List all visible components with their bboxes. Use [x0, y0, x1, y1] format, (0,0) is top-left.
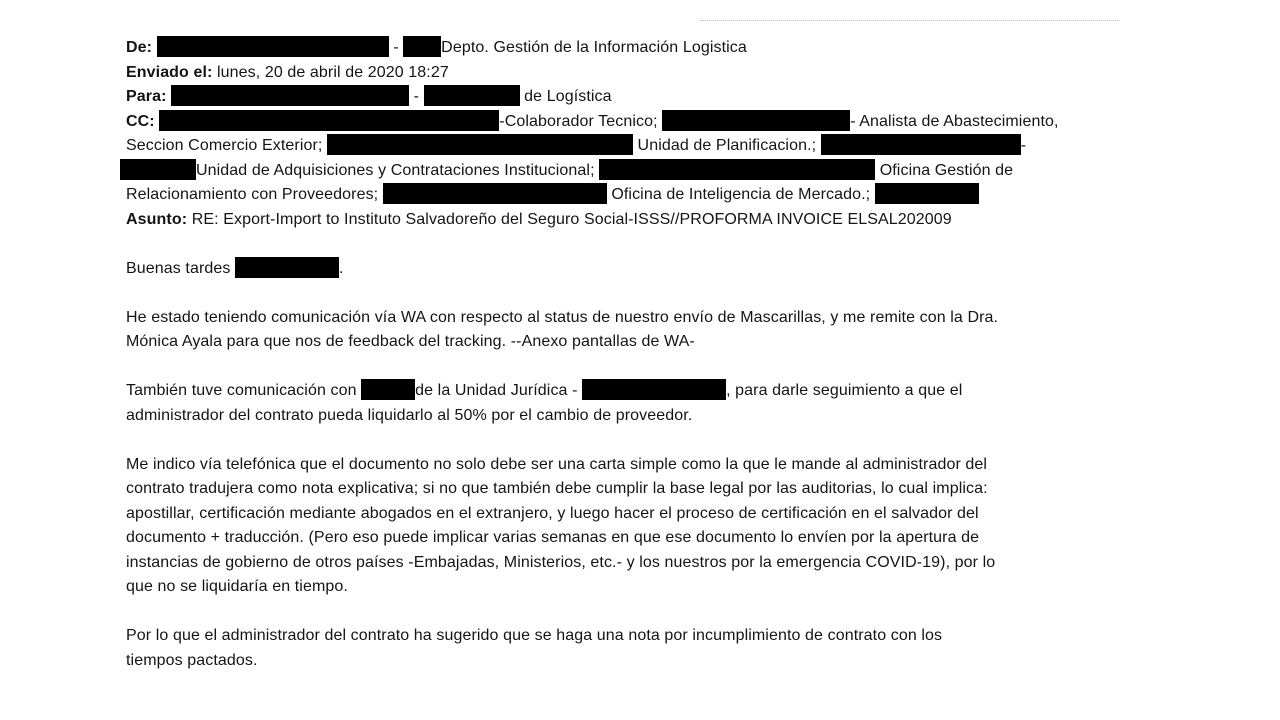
paragraph-line: Me indico vía telefónica que el documento no solo debe ser una carta simple como la que le mande al administrador del	[126, 455, 988, 473]
cc-text: - Analista de Abastecimiento,	[850, 112, 1059, 130]
redaction	[599, 159, 875, 180]
cc-text: Oficina de Inteligencia de Mercado.;	[611, 186, 871, 203]
cc-text: Unidad de Adquisiciones y Contrataciones Institucional;	[196, 161, 595, 179]
cc-text: Relacionamiento con Proveedores;	[126, 186, 379, 203]
sent-line	[126, 61, 1116, 86]
greeting	[126, 257, 1116, 282]
redaction	[361, 379, 415, 400]
paragraph-text: También tuve comunicación con	[126, 382, 357, 399]
subject-line	[126, 208, 1116, 233]
paragraph-1	[126, 306, 1116, 355]
paragraph-line: He estado teniendo comunicación vía WA con respecto al status de nuestro envío de Mascarillas, y me remite con la Dra.	[126, 308, 999, 326]
redaction	[171, 85, 409, 106]
cc-line	[126, 110, 1116, 135]
email-document	[126, 36, 1116, 673]
to-sep: -	[413, 88, 420, 105]
redaction	[120, 159, 196, 180]
sent-value: lunes, 20 de abril de 2020 18:27	[217, 63, 449, 81]
cc-line	[120, 159, 1116, 184]
paragraph-3	[126, 453, 1116, 600]
greeting-end: .	[339, 259, 344, 277]
redaction	[383, 183, 607, 204]
paragraph-line: que no se liquidaría en tiempo.	[126, 578, 348, 595]
subject-value: RE: Export-Import to Instituto Salvadoreño del Seguro Social-ISSS//PROFORMA INVOICE ELSAL202009	[191, 210, 952, 228]
paragraph-4	[126, 624, 1116, 673]
paragraph-line: contrato tradujera como nota explicativa; si no que también debe cumplir la base legal por las auditorias, lo cual implica:	[126, 480, 988, 497]
subject-label: Asunto:	[126, 210, 188, 228]
cc-text: Unidad de Planificacion.;	[637, 137, 817, 154]
paragraph-line: instancias de gobierno de otros países -Embajadas, Ministerios, etc.- y los nuestros por la emergencia COVID-19), por lo	[126, 553, 996, 571]
paragraph-text: , para darle seguimiento a que el	[726, 382, 963, 399]
paragraph-line: Mónica Ayala para que nos de feedback del tracking. --Anexo pantallas de WA-	[126, 333, 695, 350]
redaction	[403, 36, 441, 57]
from-text: Depto. Gestión de la Información Logistica	[441, 39, 747, 56]
paragraph-2	[126, 379, 1116, 428]
cc-text: Oficina Gestión de	[879, 161, 1014, 179]
cc-text: -	[1020, 137, 1027, 154]
paragraph-line: Por lo que el administrador del contrato ha sugerido que se haga una nota por incumplimiento de contrato con los	[126, 627, 943, 644]
greeting-text: Buenas tardes	[126, 259, 231, 277]
redaction	[662, 110, 850, 131]
redaction	[582, 379, 726, 400]
paragraph-line	[126, 379, 1116, 404]
redaction	[424, 85, 520, 106]
from-sep: -	[393, 39, 399, 56]
to-line	[126, 85, 1116, 110]
paragraph-line: documento + traducción. (Pero eso puede implicar varias semanas en que ese documento lo envíen por la apertura de	[126, 529, 980, 546]
sent-label: Enviado el:	[126, 63, 213, 81]
cc-text: Seccion Comercio Exterior;	[126, 137, 323, 154]
paragraph-line: administrador del contrato pueda liquidarlo al 50% por el cambio de proveedor.	[126, 406, 693, 424]
to-text: de Logística	[524, 88, 612, 105]
paragraph-text: de la Unidad Jurídica -	[415, 382, 578, 399]
paragraph-line: tiempos pactados.	[126, 651, 258, 669]
redaction	[159, 110, 499, 131]
scan-noise	[700, 20, 1120, 31]
from-line	[126, 36, 1116, 61]
cc-line	[126, 134, 1116, 159]
from-label: De:	[126, 39, 153, 56]
to-label: Para:	[126, 88, 167, 105]
redaction	[235, 257, 339, 278]
redaction	[821, 134, 1021, 155]
redaction	[327, 134, 633, 155]
paragraph-line: apostillar, certificación mediante abogados en el extranjero, y luego hacer el proceso de certificación en el salvador del	[126, 504, 979, 522]
cc-label: CC:	[126, 112, 155, 130]
cc-text: -Colaborador Tecnico;	[499, 112, 658, 130]
redaction	[875, 183, 979, 204]
cc-line	[126, 183, 1116, 208]
redaction	[157, 36, 389, 57]
